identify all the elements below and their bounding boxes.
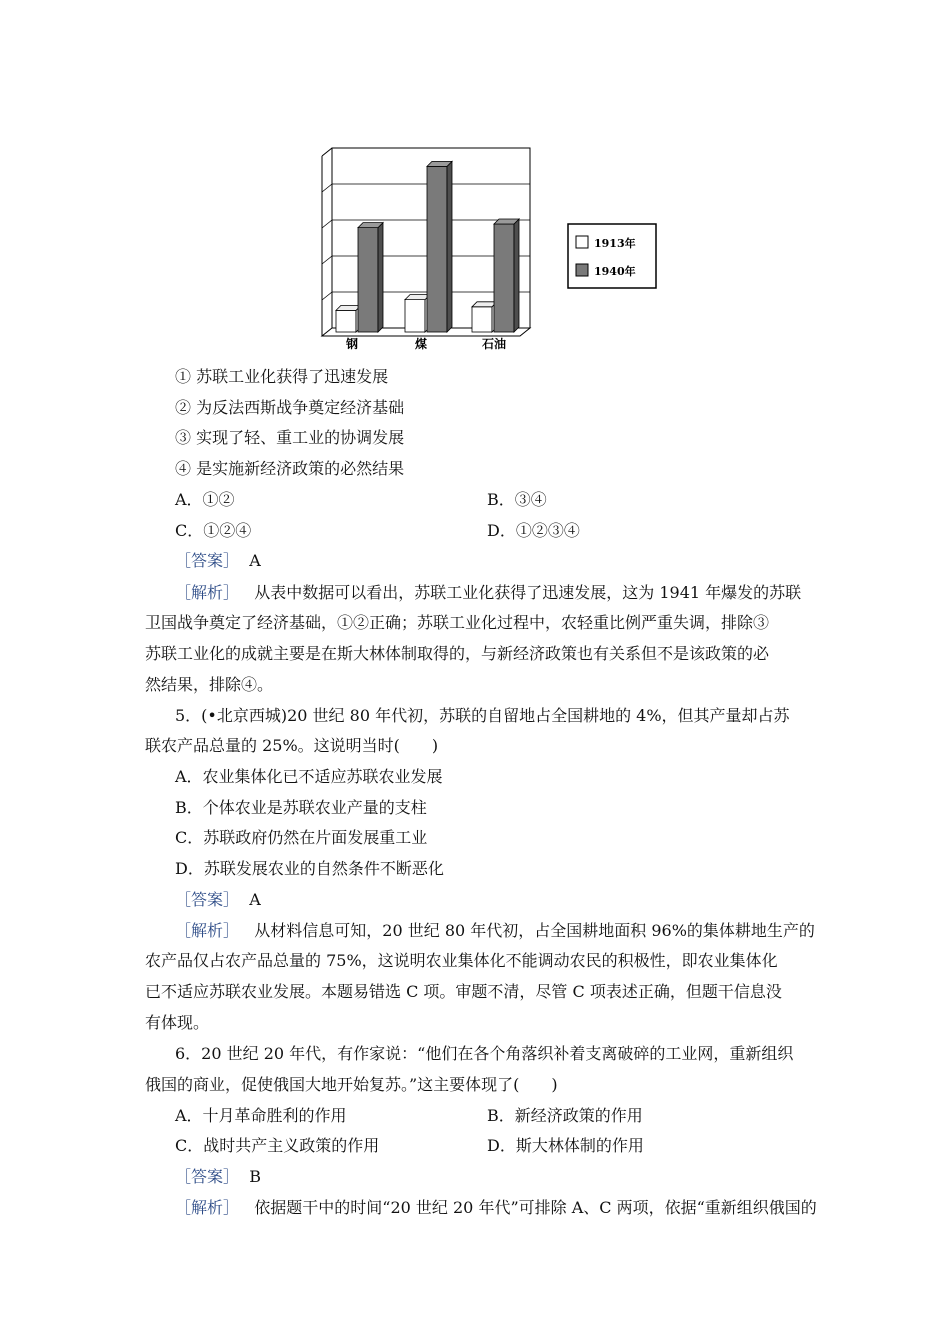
q6-analysis-text-1: 依据题干中的时间“20 世纪 20 年代”可排除 A、C 两项，依据“重新组织俄国的 — [254, 1198, 817, 1217]
q5-analysis-text-1: 从材料信息可知，20 世纪 80 年代初，占全国耕地面积 96%的集体耕地生产的 — [254, 921, 815, 940]
q4-choice-d: D．①②③④ — [487, 521, 580, 540]
q4-analysis-text-1: 从表中数据可以看出，苏联工业化获得了迅速发展，这为 1941 年爆发的苏联 — [254, 583, 802, 602]
bar-1913-0 — [336, 305, 361, 332]
q5-stem-line-2: 联农产品总量的 25%。这说明当时( ) — [145, 736, 439, 755]
bar-1913-1 — [405, 295, 430, 332]
q6-answer-value: B — [249, 1167, 261, 1186]
chart-gridline-side — [322, 256, 332, 264]
q6-choice-a: A．十月革命胜利的作用 — [175, 1106, 347, 1125]
q6-choice-d: D．斯大林体制的作用 — [487, 1136, 644, 1155]
bar-chart — [310, 140, 670, 355]
chart-left-wall-top — [322, 148, 332, 156]
q5-analysis-line-1 — [175, 916, 815, 946]
legend-swatch-1913 — [576, 236, 588, 248]
q6-choice-c: C．战时共产主义政策的作用 — [175, 1136, 380, 1155]
q4-statement-3: ③ 实现了轻、重工业的协调发展 — [175, 428, 405, 447]
q5-answer — [175, 885, 261, 915]
category-label: 煤 — [415, 337, 428, 351]
q4-choice-a: A．①② — [175, 490, 235, 509]
q5-analysis-tag: ［解析］ — [175, 921, 240, 940]
category-label: 石油 — [482, 337, 507, 351]
q4-statement-2: ② 为反法西斯战争奠定经济基础 — [175, 398, 405, 417]
q4-statement-4: ④ 是实施新经济政策的必然结果 — [175, 459, 405, 478]
q4-answer-value: A — [249, 551, 261, 570]
bar-1940-0 — [358, 223, 383, 332]
q5-answer-value: A — [249, 890, 261, 909]
q5-analysis-line-3: 已不适应苏联农业发展。本题易错选 C 项。审题不清，尽管 C 项表述正确，但题干信息没 — [145, 982, 782, 1001]
bar-1913-2 — [472, 302, 497, 332]
bar-1940-2 — [494, 219, 519, 332]
q5-option-b: B．个体农业是苏联农业产量的支柱 — [175, 798, 427, 817]
legend-label-1940: 1940年 — [594, 265, 636, 278]
q5-stem-line-1: 5．(•北京西城)20 世纪 80 年代初，苏联的自留地占全国耕地的 4%，但其产量却占苏 — [175, 706, 790, 725]
bar-1940-1 — [427, 161, 452, 332]
legend-swatch-1940 — [576, 264, 588, 276]
q5-option-a: A．农业集体化已不适应苏联农业发展 — [175, 767, 443, 786]
chart-gridline-side — [322, 292, 332, 300]
q6-stem-line-2: 俄国的商业，促使俄国大地开始复苏。”这主要体现了( ) — [145, 1075, 558, 1094]
q4-statement-1: ① 苏联工业化获得了迅速发展 — [175, 367, 389, 386]
legend-label-1913: 1913年 — [594, 237, 636, 250]
q4-analysis-line-1 — [175, 578, 801, 608]
q4-answer — [175, 546, 261, 576]
category-label: 钢 — [346, 337, 359, 351]
q5-analysis-line-2: 农产品仅占农产品总量的 75%，这说明农业集体化不能调动农民的积极性，即农业集体化 — [145, 951, 778, 970]
q4-analysis-line-3: 苏联工业化的成就主要是在斯大林体制取得的，与新经济政策也有关系但不是该政策的必 — [145, 644, 770, 663]
q5-analysis-line-4: 有体现。 — [145, 1013, 210, 1032]
chart-gridline-side — [322, 220, 332, 228]
q6-analysis-line-1 — [175, 1193, 817, 1223]
legend-box — [568, 224, 656, 288]
q4-analysis-line-2: 卫国战争奠定了经济基础，①②正确；苏联工业化过程中，农轻重比例严重失调，排除③ — [145, 613, 770, 632]
q6-analysis-tag: ［解析］ — [175, 1198, 240, 1217]
q6-stem-line-1: 6．20 世纪 20 年代，有作家说：“他们在各个角落织补着支离破碎的工业网，重新组织 — [175, 1044, 794, 1063]
q4-choice-c: C．①②④ — [175, 521, 252, 540]
q6-choice-b: B．新经济政策的作用 — [487, 1106, 643, 1125]
q4-answer-tag: ［答案］ — [175, 551, 240, 570]
q5-option-d: D．苏联发展农业的自然条件不断恶化 — [175, 859, 444, 878]
q5-option-c: C．苏联政府仍然在片面发展重工业 — [175, 828, 428, 847]
q4-analysis-line-4: 然结果，排除④。 — [145, 675, 274, 694]
q6-answer-tag: ［答案］ — [175, 1167, 240, 1186]
chart-gridline-side — [322, 184, 332, 192]
q6-answer — [175, 1162, 261, 1192]
q4-analysis-tag: ［解析］ — [175, 583, 240, 602]
q5-answer-tag: ［答案］ — [175, 890, 240, 909]
q4-choice-b: B．③④ — [487, 490, 547, 509]
